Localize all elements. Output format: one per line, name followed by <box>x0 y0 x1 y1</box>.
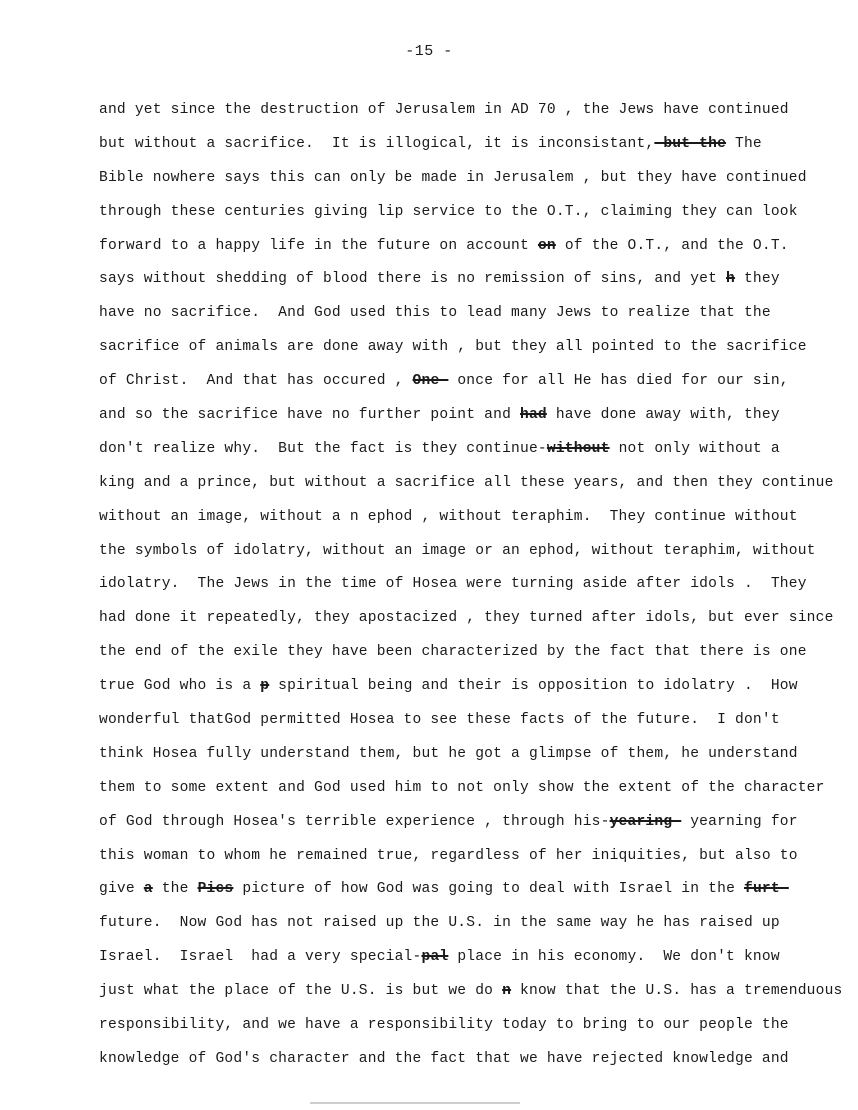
struck-text: One- <box>412 373 449 390</box>
text-line <box>99 467 834 501</box>
line-text: the symbols of idolatry, without an image or an ephod, without teraphim, without <box>99 542 816 559</box>
page-number: -15 - <box>405 43 453 60</box>
line-text: true God who is a <box>99 678 261 695</box>
line-text: responsibility, and we have a responsibility today to bring to our people the <box>99 1017 789 1034</box>
line-text: says without shedding of blood there is no remission of sins, and yet <box>99 271 727 288</box>
line-text: Israel. Israel had a very special- <box>99 949 422 966</box>
line-text: them to some extent and God used him to not only show the extent of the character <box>99 779 825 796</box>
text-line <box>99 772 825 806</box>
line-text: Bible nowhere says this can only be made in Jerusalem , but they have continued <box>99 169 807 186</box>
text-line <box>99 331 819 365</box>
line-text: had done it repeatedly, they apostacized , they turned after idols, but ever since <box>99 610 834 627</box>
struck-text: yearing- <box>609 813 682 830</box>
line-text: yearning for <box>681 813 798 830</box>
text-line <box>99 94 819 128</box>
line-text: just what the place of the U.S. is but we do <box>99 983 503 1000</box>
line-text: and yet since the destruction of Jerusalem in AD 70 , the Jews have continued <box>99 102 789 118</box>
text-line <box>99 907 819 941</box>
struck-text: on <box>537 237 556 254</box>
text-line <box>99 230 819 264</box>
struck-text: p <box>260 678 270 695</box>
text-line <box>99 568 819 602</box>
line-text: the end of the exile they have been characterized by the fact that there is one <box>99 644 807 661</box>
line-text: of Christ. And that has occured , <box>99 373 413 390</box>
text-line <box>99 399 819 433</box>
text-line <box>99 941 819 975</box>
text-line <box>99 128 819 162</box>
line-text: idolatry. The Jews in the time of Hosea were turning aside after idols . They <box>99 576 807 593</box>
struck-text: had <box>520 407 547 424</box>
text-line <box>99 806 819 840</box>
text-line <box>99 840 819 874</box>
line-text: of God through Hosea's terrible experience , through his- <box>99 813 610 830</box>
line-text: once for all He has died for our sin, <box>448 373 789 390</box>
line-text: king and a prince, but without a sacrifice all these years, and then they continue <box>99 474 834 491</box>
body-text <box>99 94 843 1077</box>
line-text: place in his economy. We don't know <box>448 949 780 966</box>
line-text: future. Now God has not raised up the U.S. in the same way he has raised up <box>99 915 780 932</box>
line-text: picture of how God was going to deal with Israel in the <box>233 881 744 898</box>
line-text: and so the sacrifice have no further point and <box>99 407 521 424</box>
line-text: but without a sacrifice. It is illogical, it is inconsistant, <box>99 135 655 152</box>
line-text: they <box>735 271 780 288</box>
text-line <box>99 670 819 704</box>
struck-text: a <box>143 881 153 898</box>
line-text: don't realize why. But the fact is they continue- <box>99 440 547 457</box>
text-line <box>99 602 834 636</box>
line-text: know that the U.S. has a tremenduous <box>511 983 843 1000</box>
text-line <box>99 975 843 1009</box>
line-text: knowledge of God's character and the fact that we have rejected knowledge and <box>99 1050 789 1067</box>
text-line <box>99 704 819 738</box>
bottom-scan-mark <box>310 1102 520 1104</box>
text-line <box>99 1043 819 1077</box>
text-line <box>99 501 819 535</box>
text-line <box>99 1009 819 1043</box>
text-line <box>99 196 819 230</box>
text-line <box>99 365 819 399</box>
text-line <box>99 636 819 670</box>
line-text: the <box>152 881 198 898</box>
text-line <box>99 297 819 331</box>
line-text: this woman to whom he remained true, regardless of her iniquities, but also to <box>99 847 798 864</box>
line-text: of the O.T., and the O.T. <box>555 237 789 254</box>
text-line <box>99 873 819 907</box>
line-text: have done away with, they <box>546 407 780 424</box>
struck-text: pal <box>421 949 449 966</box>
line-text: wonderful thatGod permitted Hosea to see these facts of the future. I don't <box>99 712 780 729</box>
struck-text: furt- <box>744 881 789 898</box>
line-text: sacrifice of animals are done away with , but they all pointed to the sacrifice <box>99 339 807 356</box>
line-text: have no sacrifice. And God used this to lead many Jews to realize that the <box>99 305 771 322</box>
line-text: without an image, without a n ephod , without teraphim. They continue without <box>99 508 798 525</box>
line-text: The <box>726 135 762 152</box>
text-line <box>99 433 819 467</box>
text-line <box>99 738 819 772</box>
line-text: forward to a happy life in the future on account <box>99 237 538 254</box>
line-text: spiritual being and their is opposition to idolatry . How <box>269 678 798 695</box>
struck-text: without <box>546 440 610 457</box>
text-line <box>99 162 819 196</box>
text-line <box>99 535 819 569</box>
line-text: think Hosea fully understand them, but he got a glimpse of them, he understand <box>99 745 798 762</box>
line-text: not only without a <box>609 440 780 457</box>
text-line <box>99 263 819 297</box>
line-text: through these centuries giving lip service to the O.T., claiming they can look <box>99 203 798 220</box>
line-text: give <box>99 881 144 898</box>
struck-text: h <box>726 271 736 288</box>
struck-text: -but-the <box>654 135 727 152</box>
struck-text: Pics <box>197 881 234 898</box>
struck-text: n <box>502 983 512 1000</box>
